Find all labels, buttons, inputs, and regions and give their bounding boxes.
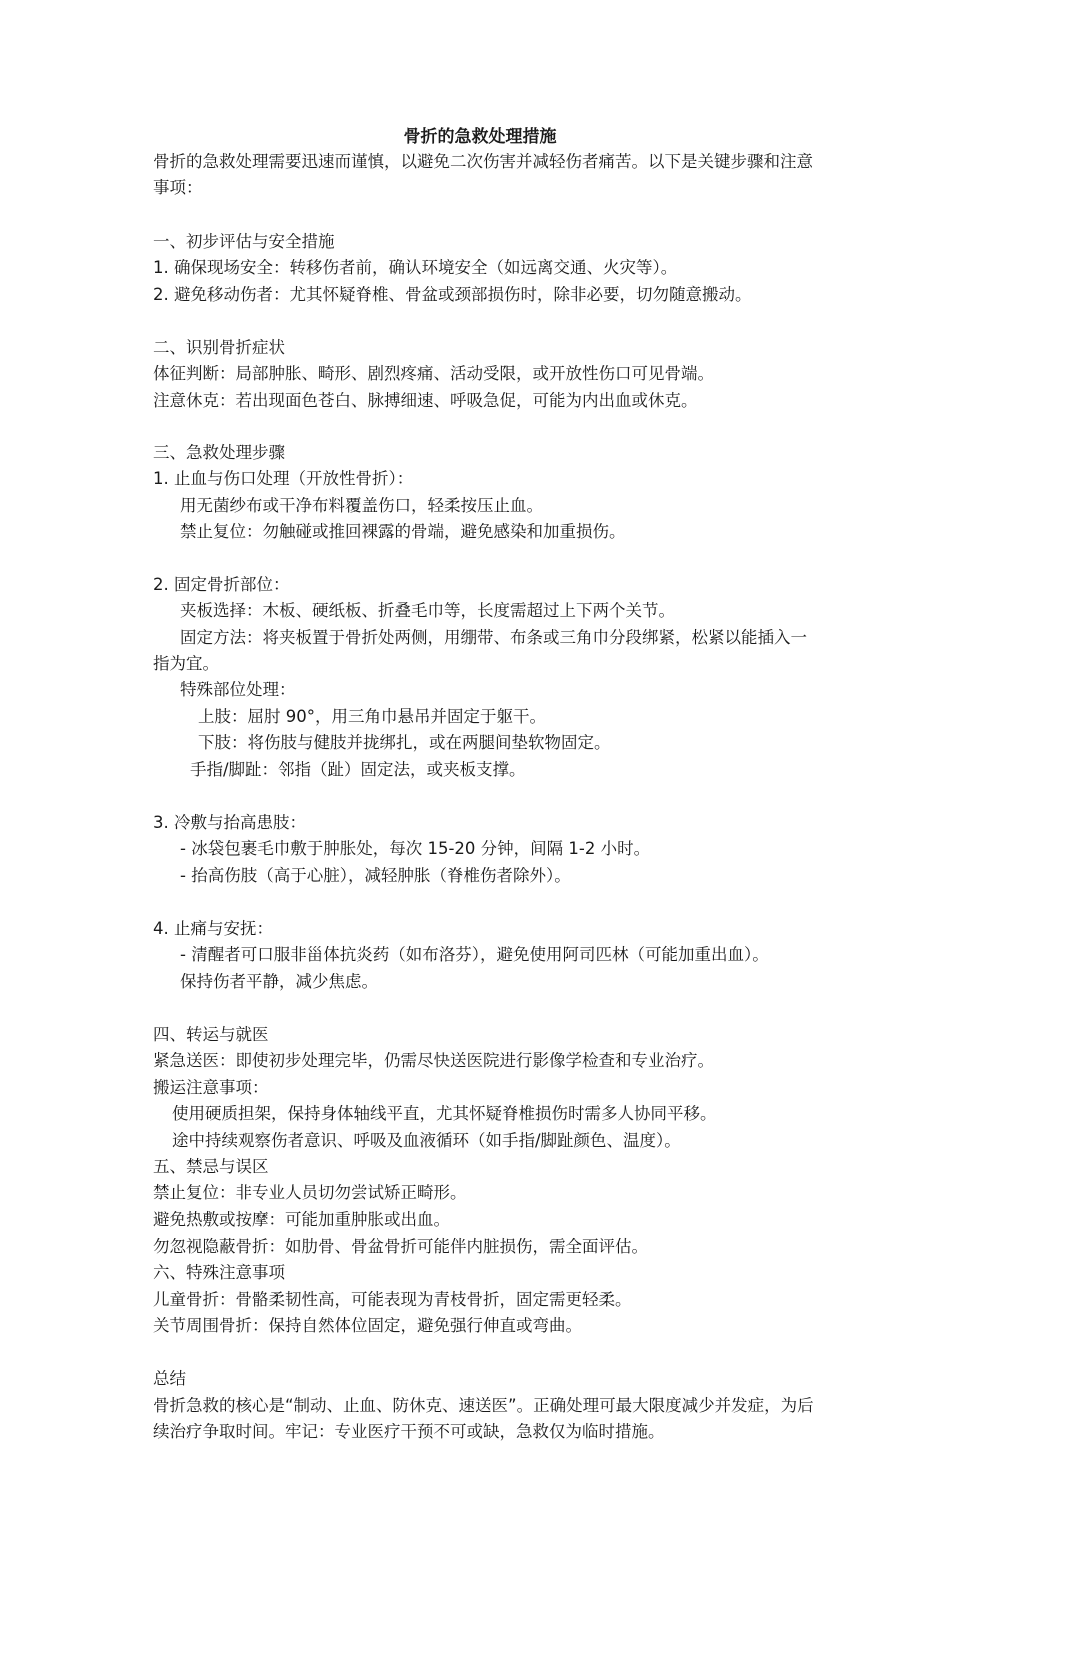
text-line: 3. 冷敷与抬高患肢： [153,813,306,832]
text-line: 注意休克：若出现面色苍白、脉搏细速、呼吸急促，可能为内出血或休克。 [153,391,698,410]
text-line: 保持伤者平静，减少焦虑。 [180,972,378,991]
text-line: 1. 确保现场安全：转移伤者前，确认环境安全（如远离交通、火灾等）。 [153,258,678,277]
text-line: 下肢：将伤肢与健肢并拢绑扎，或在两腿间垫软物固定。 [198,733,611,752]
text-line: - 抬高伤肢（高于心脏），减轻肿胀（脊椎伤者除外）。 [180,866,571,885]
text-line: 使用硬质担架，保持身体轴线平直，尤其怀疑脊椎损伤时需多人协同平移。 [172,1104,717,1123]
text-line: 体征判断：局部肿胀、畸形、剧烈疼痛、活动受限，或开放性伤口可见骨端。 [153,364,714,383]
text-line: 紧急送医：即使初步处理完毕，仍需尽快送医院进行影像学检查和专业治疗。 [153,1051,714,1070]
text-line: 事项： [153,178,203,197]
text-line: 禁止复位：勿触碰或推回裸露的骨端，避免感染和加重损伤。 [180,522,626,541]
text-line: 骨折的急救处理需要迅速而谨慎，以避免二次伤害并减轻伤者痛苦。以下是关键步骤和注意 [153,152,813,171]
text-line: - 冰袋包裹毛巾敷于肿胀处，每次 15-20 分钟，间隔 1-2 小时。 [180,839,651,858]
section-heading: 六、特殊注意事项 [153,1263,285,1282]
text-line: 2. 避免移动伤者：尤其怀疑脊椎、骨盆或颈部损伤时，除非必要，切勿随意搬动。 [153,285,752,304]
text-line: 2. 固定骨折部位： [153,575,290,594]
text-line: 上肢：屈肘 90°，用三角巾悬吊并固定于躯干。 [198,707,546,726]
section-heading: 一、初步评估与安全措施 [153,232,335,251]
text-line: 指为宜。 [153,654,219,673]
section-heading: 三、急救处理步骤 [153,443,285,462]
text-line: 1. 止血与伤口处理（开放性骨折）： [153,469,414,488]
text-line: 特殊部位处理： [180,680,296,699]
text-line: 途中持续观察伤者意识、呼吸及血液循环（如手指/脚趾颜色、温度）。 [172,1131,681,1150]
text-line: 儿童骨折：骨骼柔韧性高，可能表现为青枝骨折，固定需更轻柔。 [153,1290,632,1309]
section-heading: 二、识别骨折症状 [153,338,285,357]
text-line: 勿忽视隐蔽骨折：如肋骨、骨盆骨折可能伴内脏损伤，需全面评估。 [153,1237,648,1256]
section-heading: 五、禁忌与误区 [153,1157,269,1176]
text-line: 骨折急救的核心是“制动、止血、防休克、速送医”。正确处理可最大限度减少并发症，为后 [153,1396,814,1415]
text-line: 手指/脚趾：邻指（趾）固定法，或夹板支撑。 [190,760,526,779]
section-heading: 四、转运与就医 [153,1025,269,1044]
text-line: 夹板选择：木板、硬纸板、折叠毛巾等，长度需超过上下两个关节。 [180,601,675,620]
document-title: 骨折的急救处理措施 [403,127,557,147]
text-line: 避免热敷或按摩：可能加重肿胀或出血。 [153,1210,450,1229]
text-line: 搬运注意事项： [153,1078,269,1097]
text-line: 固定方法：将夹板置于骨折处两侧，用绷带、布条或三角巾分段绑紧，松紧以能插入一 [180,628,807,647]
text-line: 4. 止痛与安抚： [153,919,273,938]
text-line: 续治疗争取时间。牢记：专业医疗干预不可或缺，急救仅为临时措施。 [153,1422,665,1441]
text-line: 关节周围骨折：保持自然体位固定，避免强行伸直或弯曲。 [153,1316,582,1335]
text-line: - 清醒者可口服非甾体抗炎药（如布洛芬），避免使用阿司匹林（可能加重出血）。 [180,945,769,964]
text-line: 用无菌纱布或干净布料覆盖伤口，轻柔按压止血。 [180,496,543,515]
text-line: 禁止复位：非专业人员切勿尝试矫正畸形。 [153,1183,467,1202]
section-heading: 总结 [153,1369,186,1388]
